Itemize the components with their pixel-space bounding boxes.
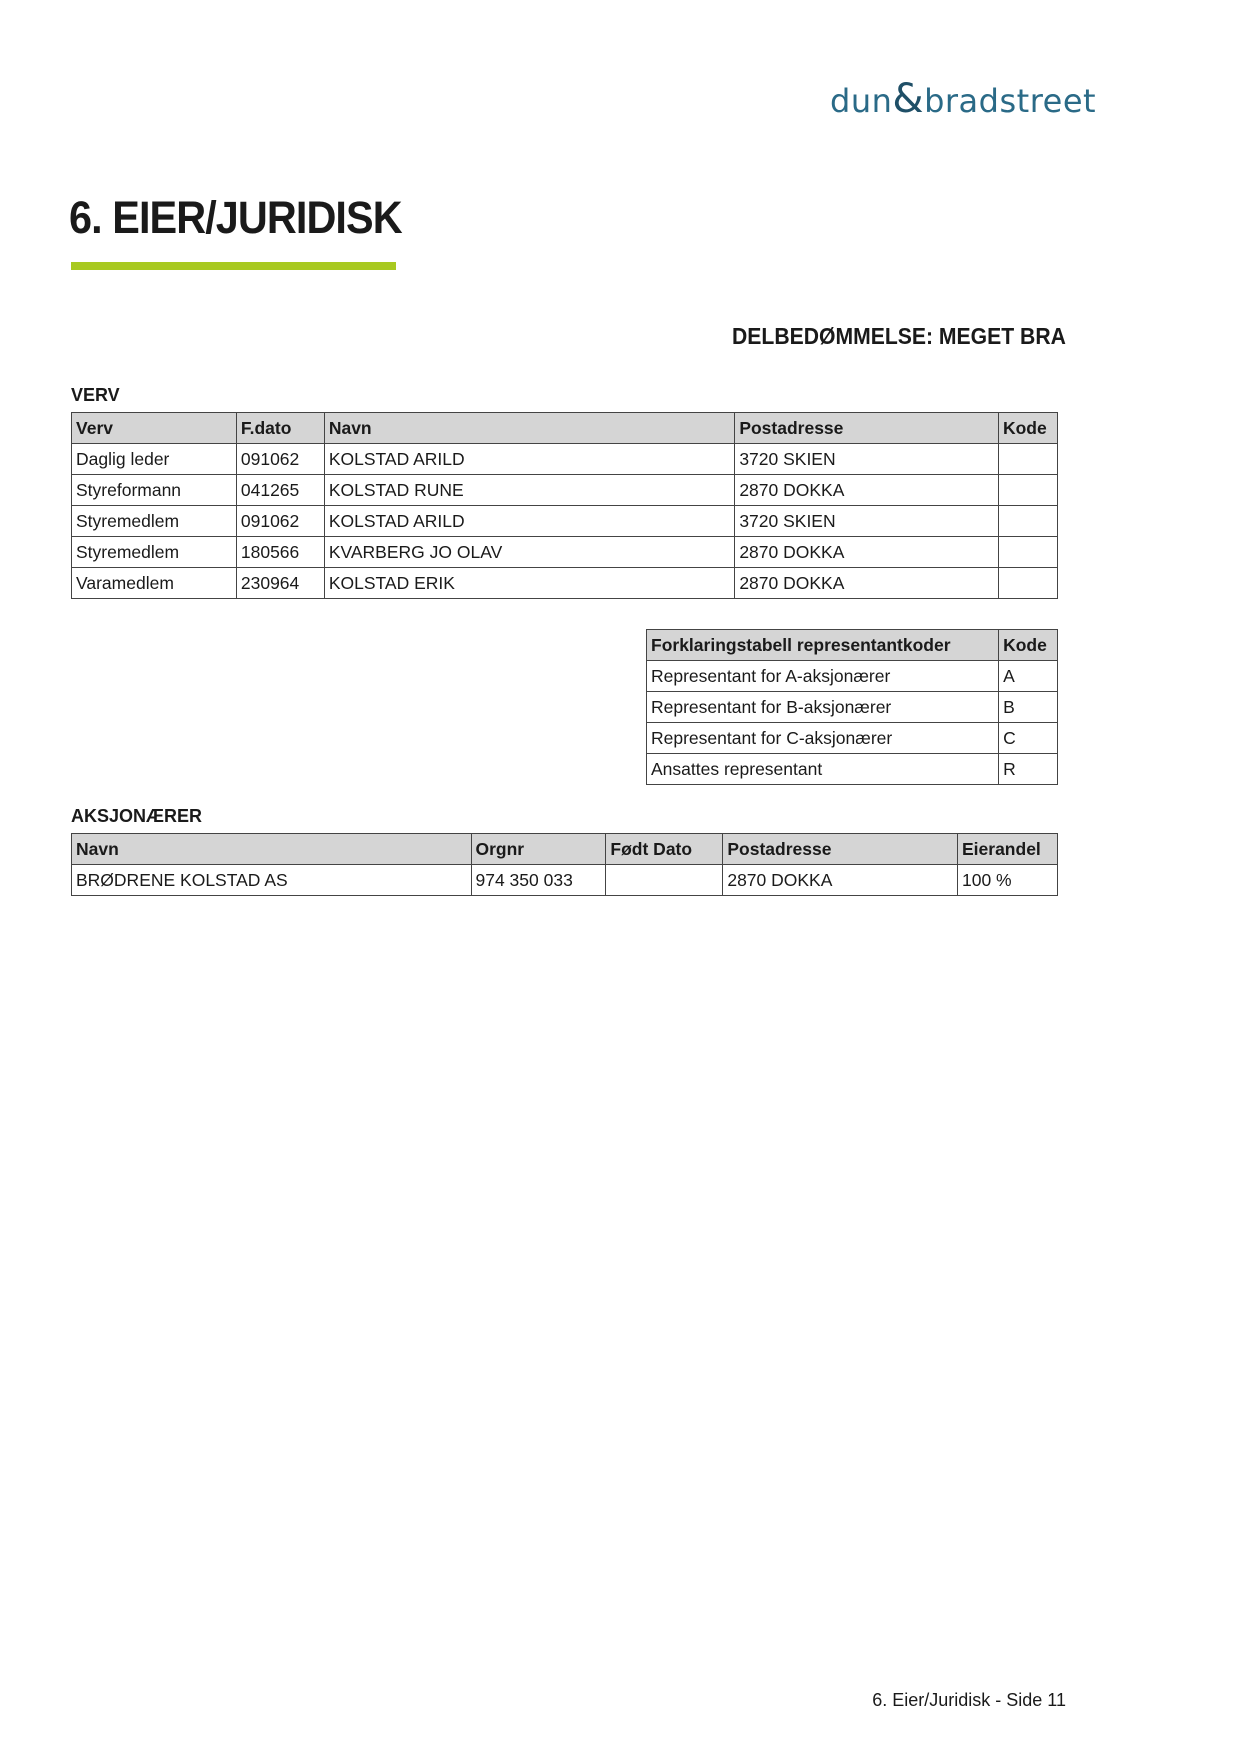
cell-navn: KOLSTAD ERIK — [324, 568, 734, 599]
column-header-orgnr: Orgnr — [471, 834, 606, 865]
cell-kode: R — [999, 754, 1058, 785]
representative-codes-table — [646, 629, 1058, 785]
cell-fdato: 230964 — [236, 568, 324, 599]
column-header-fdato: F.dato — [236, 413, 324, 444]
table-row — [72, 865, 1058, 896]
column-header-postadresse: Postadresse — [735, 413, 999, 444]
table-row — [72, 506, 1058, 537]
column-header-fodt-dato: Født Dato — [606, 834, 723, 865]
column-header-postadresse: Postadresse — [723, 834, 958, 865]
title-underline — [71, 262, 396, 270]
shareholders-table — [71, 833, 1058, 896]
cell-eierandel: 100 % — [958, 865, 1058, 896]
logo-text-dun: dun — [830, 82, 893, 120]
cell-postadresse: 3720 SKIEN — [735, 444, 999, 475]
column-header-verv: Verv — [72, 413, 237, 444]
dun-bradstreet-logo — [830, 76, 1096, 122]
cell-navn: KVARBERG JO OLAV — [324, 537, 734, 568]
cell-verv: Styreformann — [72, 475, 237, 506]
table-header-row — [647, 630, 1058, 661]
cell-kode — [998, 568, 1057, 599]
table-row — [72, 537, 1058, 568]
cell-verv: Styremedlem — [72, 506, 237, 537]
section-label-verv: VERV — [71, 385, 120, 405]
logo-text-bradstreet: bradstreet — [924, 82, 1097, 120]
verv-table — [71, 412, 1058, 599]
column-header-eierandel: Eierandel — [958, 834, 1058, 865]
table-row — [72, 475, 1058, 506]
cell-kode: A — [999, 661, 1058, 692]
column-header-kode: Kode — [998, 413, 1057, 444]
table-row — [647, 661, 1058, 692]
cell-fdato: 180566 — [236, 537, 324, 568]
cell-kode — [998, 444, 1057, 475]
cell-fdato: 041265 — [236, 475, 324, 506]
rating-heading: DELBEDØMMELSE: MEGET BRA — [732, 323, 1066, 349]
cell-description: Ansattes representant — [647, 754, 999, 785]
cell-verv: Styremedlem — [72, 537, 237, 568]
cell-kode — [998, 506, 1057, 537]
cell-postadresse: 3720 SKIEN — [735, 506, 999, 537]
page-footer: 6. Eier/Juridisk - Side 11 — [872, 1690, 1066, 1710]
cell-verv: Daglig leder — [72, 444, 237, 475]
cell-fodt-dato — [606, 865, 723, 896]
column-header-navn: Navn — [324, 413, 734, 444]
column-header-forklaring: Forklaringstabell representantkoder — [647, 630, 999, 661]
cell-fdato: 091062 — [236, 444, 324, 475]
table-row — [72, 568, 1058, 599]
table-header-row — [72, 413, 1058, 444]
cell-verv: Varamedlem — [72, 568, 237, 599]
cell-postadresse: 2870 DOKKA — [723, 865, 958, 896]
column-header-kode: Kode — [999, 630, 1058, 661]
cell-kode — [998, 537, 1057, 568]
cell-navn: BRØDRENE KOLSTAD AS — [72, 865, 472, 896]
cell-kode: C — [999, 723, 1058, 754]
cell-kode — [998, 475, 1057, 506]
cell-description: Representant for A-aksjonærer — [647, 661, 999, 692]
column-header-navn: Navn — [72, 834, 472, 865]
page-title: 6. EIER/JURIDISK — [69, 192, 402, 243]
cell-navn: KOLSTAD RUNE — [324, 475, 734, 506]
logo-ampersand: & — [892, 76, 925, 122]
cell-fdato: 091062 — [236, 506, 324, 537]
cell-postadresse: 2870 DOKKA — [735, 568, 999, 599]
section-label-aksjonaerer: AKSJONÆRER — [71, 806, 203, 826]
cell-description: Representant for C-aksjonærer — [647, 723, 999, 754]
cell-description: Representant for B-aksjonærer — [647, 692, 999, 723]
table-row — [72, 444, 1058, 475]
cell-postadresse: 2870 DOKKA — [735, 475, 999, 506]
table-row — [647, 692, 1058, 723]
table-header-row — [72, 834, 1058, 865]
cell-navn: KOLSTAD ARILD — [324, 444, 734, 475]
table-row — [647, 723, 1058, 754]
table-row — [647, 754, 1058, 785]
cell-navn: KOLSTAD ARILD — [324, 506, 734, 537]
cell-postadresse: 2870 DOKKA — [735, 537, 999, 568]
cell-kode: B — [999, 692, 1058, 723]
cell-orgnr: 974 350 033 — [471, 865, 606, 896]
